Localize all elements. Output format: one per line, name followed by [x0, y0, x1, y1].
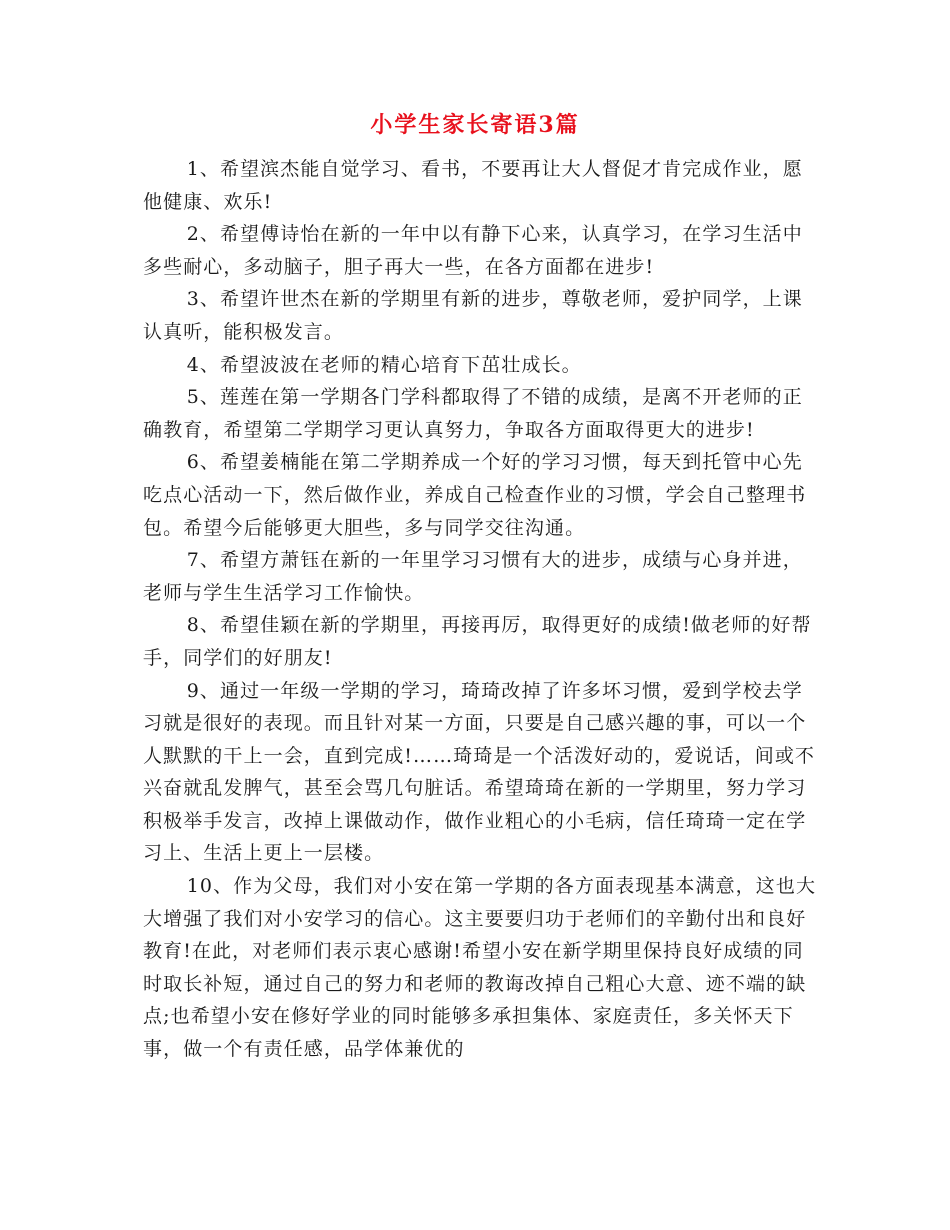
document-body [143, 153, 818, 1066]
paragraph-3: 3、希望许世杰在新的学期里有新的进步，尊敬老师，爱护同学，上课认真听，能积极发言。 [143, 288, 803, 343]
paragraph-6: 6、希望姜楠能在第二学期养成一个好的学习习惯，每天到托管中心先吃点心活动一下，然后做作业，养成自己检查作业的习惯，学会自己整理书包。希望今后能够更大胆些，多与同学交往沟通。 [143, 451, 807, 539]
page-title: 小学生家长寄语3篇 [370, 112, 580, 138]
paragraph-9: 9、通过一年级一学期的学习，琦琦改掉了许多坏习惯，爱到学校去学习就是很好的表现。而且针对某一方面，只要是自己感兴趣的事，可以一个人默默的干上一会，直到完成!……琦琦是一个活泼好动的，爱说话，间或不兴奋就乱发脾气，甚至会骂几句脏话。希望琦琦在新的一学期里，努力学习积极举手发言，改掉上课做动作，做作业粗心的小毛病，信任琦琦一定在学习上、生活上更上一层楼。 [143, 679, 816, 865]
paragraph-4: 4、希望波波在老师的精心培育下茁壮成长。 [186, 353, 582, 376]
paragraph-2: 2、希望傅诗怡在新的一年中以有静下心来，认真学习，在学习生活中多些耐心，多动脑子，胆子再大一些，在各方面都在进步! [143, 223, 803, 278]
paragraph-8: 8、希望佳颖在新的学期里，再接再厉，取得更好的成绩!做老师的好帮手，同学们的好朋友! [143, 614, 812, 669]
paragraph-1: 1、希望滨杰能自觉学习、看书，不要再让大人督促才肯完成作业，愿他健康、欢乐! [143, 158, 803, 213]
paragraph-10: 10、作为父母，我们对小安在第一学期的各方面表现基本满意，这也大大增强了我们对小安学习的信心。这主要要归功于老师们的辛勤付出和良好教育!在此，对老师们表示衷心感谢!希望小安在新学期里保持良好成绩的同时取长补短，通过自己的努力和老师的教诲改掉自己粗心大意、迹不端的缺点;也希望小安在修好学业的同时能够多承担集体、家庭责任，多关怀天下事，做一个有责任感，品学体兼优的 [143, 875, 817, 1061]
paragraph-7: 7、希望方萧钰在新的一年里学习习惯有大的进步，成绩与心身并进，老师与学生生活学习工作愉快。 [143, 549, 803, 604]
paragraph-5: 5、莲莲在第一学期各门学科都取得了不错的成绩，是离不开老师的正确教育，希望第二学期学习更认真努力，争取各方面取得更大的进步! [143, 386, 803, 441]
